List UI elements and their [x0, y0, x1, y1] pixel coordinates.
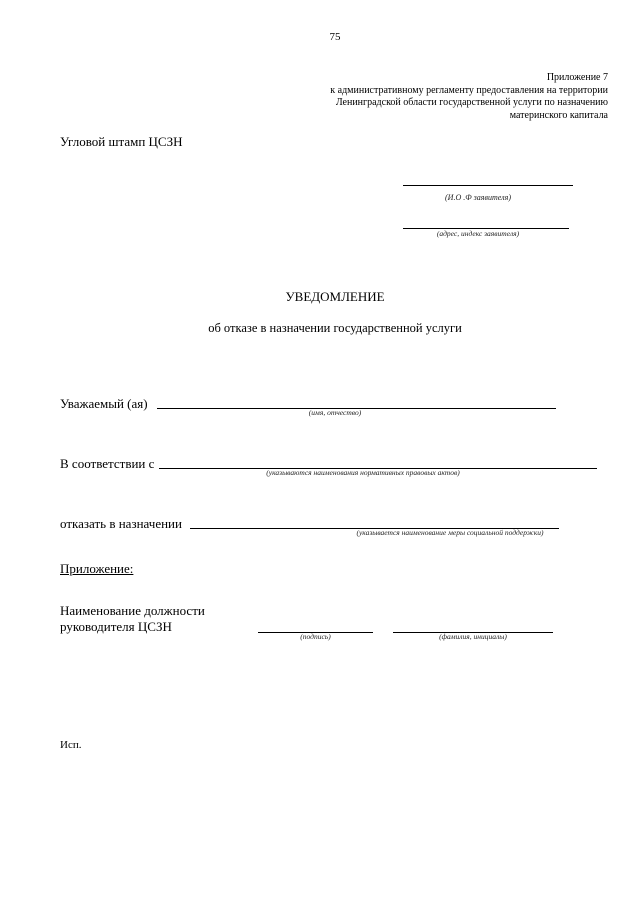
recipient-name-caption: (И.О .Ф заявителя): [445, 193, 511, 202]
signer-name-caption: (фамилия, инициалы): [439, 632, 507, 641]
appendix-block: [330, 72, 608, 122]
greeting-caption: (имя, отчество): [308, 408, 362, 417]
refuse-caption: (указывается наименование меры социальной поддержки): [356, 528, 544, 537]
appendix-line: Ленинградской области государственной услуги по назначению: [335, 97, 608, 108]
appendix-line: Приложение 7: [546, 72, 608, 83]
appendix-line: материнского капитала: [509, 109, 608, 121]
greeting-label: Уважаемый (ая): [60, 396, 148, 411]
attachment-label: Приложение:: [60, 561, 134, 576]
accordance-caption: (указываются наименования нормативных правовых актов): [266, 468, 460, 477]
recipient-name-line: [403, 185, 573, 186]
document-subtitle: об отказе в назначении государственной услуги: [208, 321, 462, 335]
refuse-label: отказать в назначении: [60, 516, 182, 531]
signature-caption: (подпись): [300, 632, 331, 641]
page-number: 75: [329, 31, 341, 43]
appendix-line: к административному регламенту предоставления на территории: [330, 84, 608, 96]
signer-position-line1: Наименование должности: [60, 603, 205, 618]
corner-stamp-label: Угловой штамп ЦСЗН: [60, 134, 183, 149]
accordance-label: В соответствии с: [60, 456, 155, 471]
executor-label: Исп.: [60, 739, 82, 751]
recipient-address-caption: (адрес, индекс заявителя): [436, 229, 520, 238]
document-title: УВЕДОМЛЕНИЕ: [285, 289, 385, 304]
signer-position-line2: руководителя ЦСЗН: [60, 619, 172, 634]
